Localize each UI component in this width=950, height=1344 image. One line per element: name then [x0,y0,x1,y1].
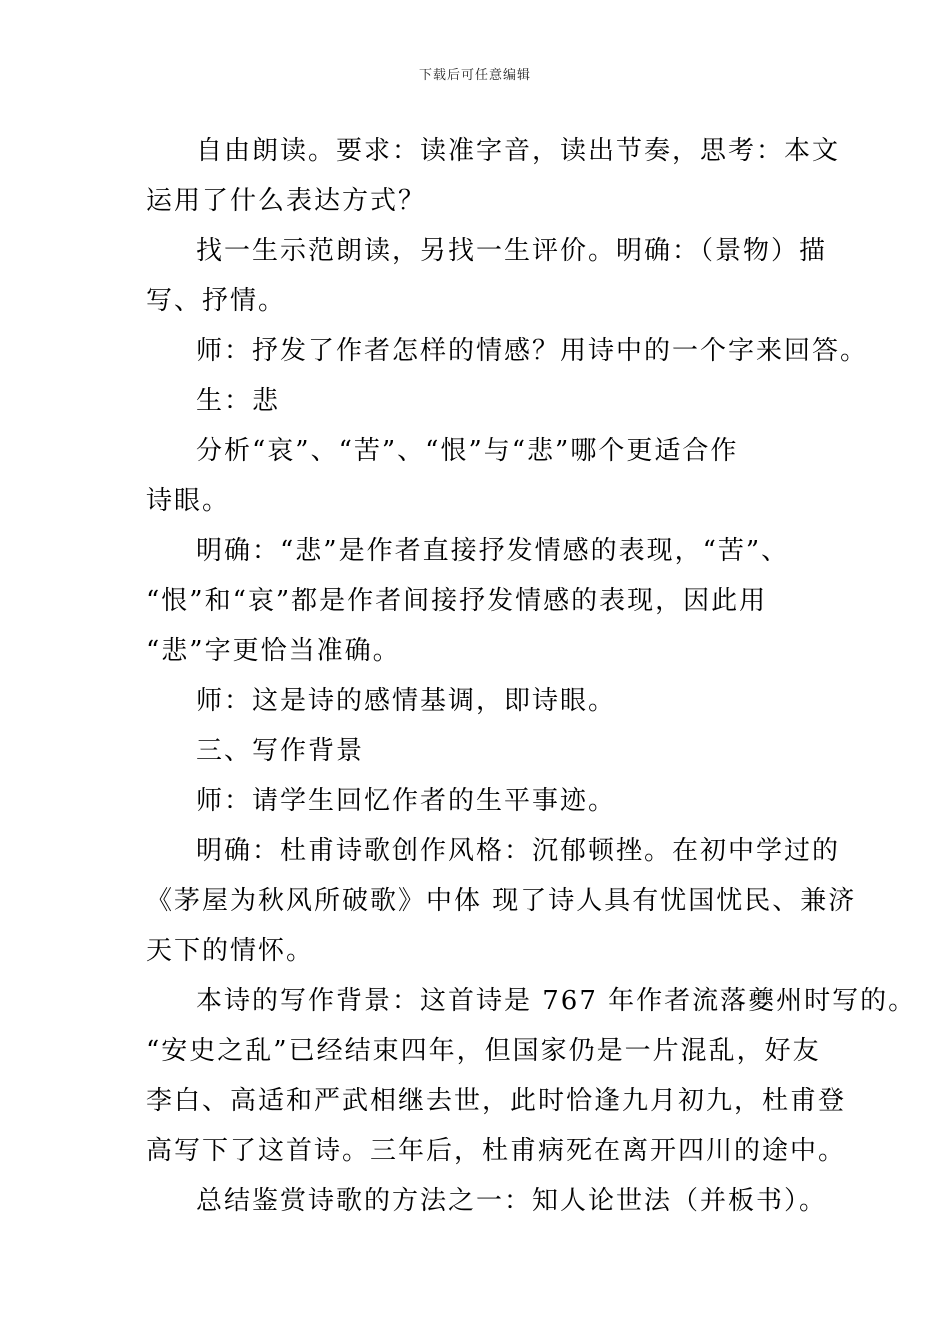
paragraph-line: 师：这是诗的感情基调，即诗眼。 [196,686,617,716]
paragraph-line: 总结鉴赏诗歌的方法之一：知人论世法（并板书）。 [196,1186,828,1216]
paragraph-line: “安史之乱”已经结束四年，但国家仍是一片混乱，好友 [146,1036,821,1066]
paragraph-line: 运用了什么表达方式？ [146,186,427,216]
section-heading: 三、写作背景 [196,736,365,766]
paragraph-line: 分析“哀”、“苦”、“恨”与“悲”哪个更适合作 [196,436,739,466]
paragraph-line: “恨”和“哀”都是作者间接抒发情感的表现，因此用 [146,586,768,616]
page-header: 下载后可任意编辑 [418,68,531,83]
paragraph-line: 诗眼。 [146,486,231,516]
paragraph-line: 高写下了这首诗。三年后，杜甫病死在离开四川的途中。 [146,1136,847,1166]
paragraph-line: “悲”字更恰当准确。 [146,636,401,666]
paragraph-line: 师：请学生回忆作者的生平事迹。 [196,786,617,816]
paragraph-line: 写、抒情。 [146,286,287,316]
paragraph-line: 本诗的写作背景：这首诗是 767 年作者流落夔州时写的。 [196,986,917,1016]
paragraph-line: 找一生示范朗读，另找一生评价。明确：（景物）描 [196,236,828,266]
paragraph-line: 李白、高适和严武相继去世，此时恰逢九月初九，杜甫登 [146,1086,847,1116]
paragraph-line: 师：抒发了作者怎样的情感？用诗中的一个字来回答。 [196,336,869,366]
paragraph-line: 天下的情怀。 [146,936,315,966]
paragraph-line: 明确：“悲”是作者直接抒发情感的表现，“苦”、 [196,536,790,566]
paragraph-line: 自由朗读。要求：读准字音，读出节奏，思考：本文 [196,136,841,166]
paragraph-line: 明确：杜甫诗歌创作风格：沉郁顿挫。在初中学过的 [196,836,841,866]
paragraph-line: 《茅屋为秋风所破歌》中体 现了诗人具有忧国忧民、兼济 [146,886,857,916]
paragraph-line: 生：悲 [196,386,281,416]
